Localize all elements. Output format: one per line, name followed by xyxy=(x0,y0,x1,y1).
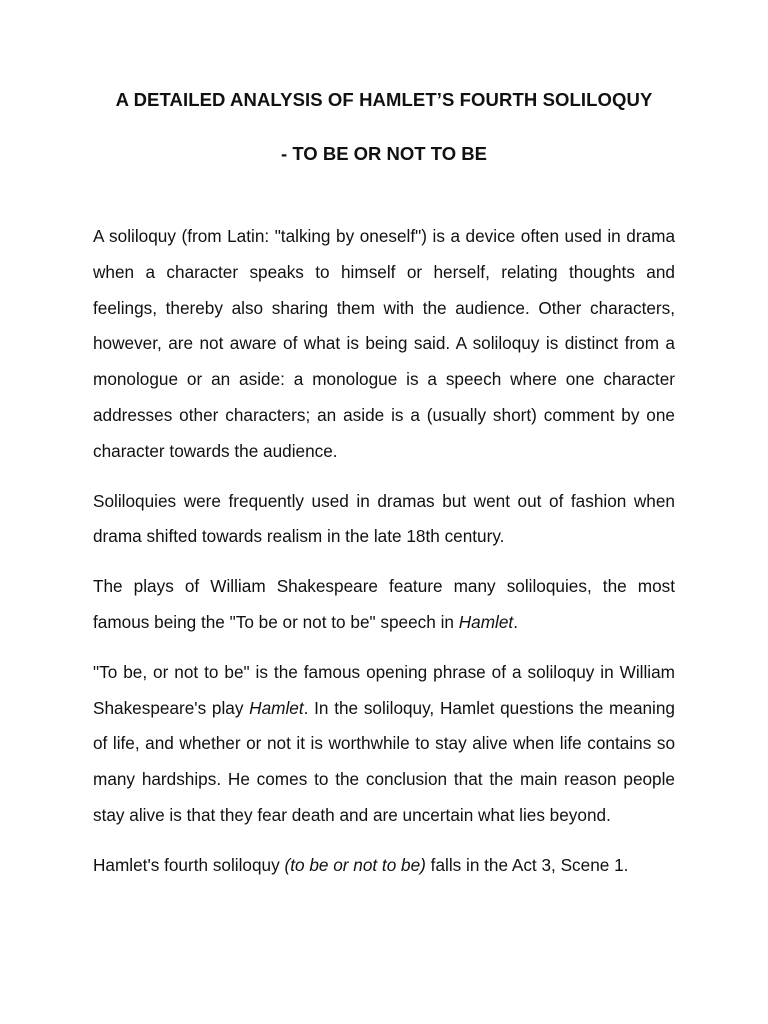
paragraph-text: falls in the Act 3, Scene 1. xyxy=(425,854,629,875)
paragraph-act-scene xyxy=(93,848,675,884)
document-title: A DETAILED ANALYSIS OF HAMLET’S FOURTH SOLILOQUY xyxy=(115,89,653,110)
paragraph-text: Hamlet's fourth soliloquy xyxy=(93,854,285,875)
paragraph-soliloquy-definition: A soliloquy (from Latin: "talking by oneself") is a device often used in drama when a character speaks to himself or herself, relating thoughts and feelings, thereby also sharing them with the audience. Other characters, however, are not aware of what is being said. A soliloquy is distinct from a monologue or an aside: a monologue is a speech where one character addresses other characters; an aside is a (usually short) comment by one character towards the audience. xyxy=(93,226,675,461)
document-subtitle: - TO BE OR NOT TO BE xyxy=(281,143,487,164)
paragraph-text: . In the soliloquy, Hamlet questions the meaning of life, and whether or not it is worthwhile to stay alive when life contains so many hardships. He comes to the conclusion that the main reason people stay alive is that they fear death and are uncertain what lies beyond. xyxy=(93,697,675,825)
play-title-italic: Hamlet xyxy=(249,697,304,718)
document-body xyxy=(93,219,675,884)
paragraph-to-be-phrase xyxy=(93,655,675,834)
soliloquy-name-italic: (to be or not to be) xyxy=(284,854,426,875)
paragraph-text: . xyxy=(513,611,518,632)
paragraph-text: The plays of William Shakespeare feature many soliloquies, the most famous being the "To be or not to be" speech in xyxy=(93,576,675,632)
paragraph-text: "To be, or not to be" is the famous opening phrase of a soliloquy in William Shakespeare's play xyxy=(93,661,675,718)
paragraph-soliloquy-history: Soliloquies were frequently used in dramas but went out of fashion when drama shifted towards realism in the late 18th century. xyxy=(93,490,675,547)
play-title-italic: Hamlet xyxy=(458,611,514,632)
paragraph-shakespeare xyxy=(93,569,675,641)
